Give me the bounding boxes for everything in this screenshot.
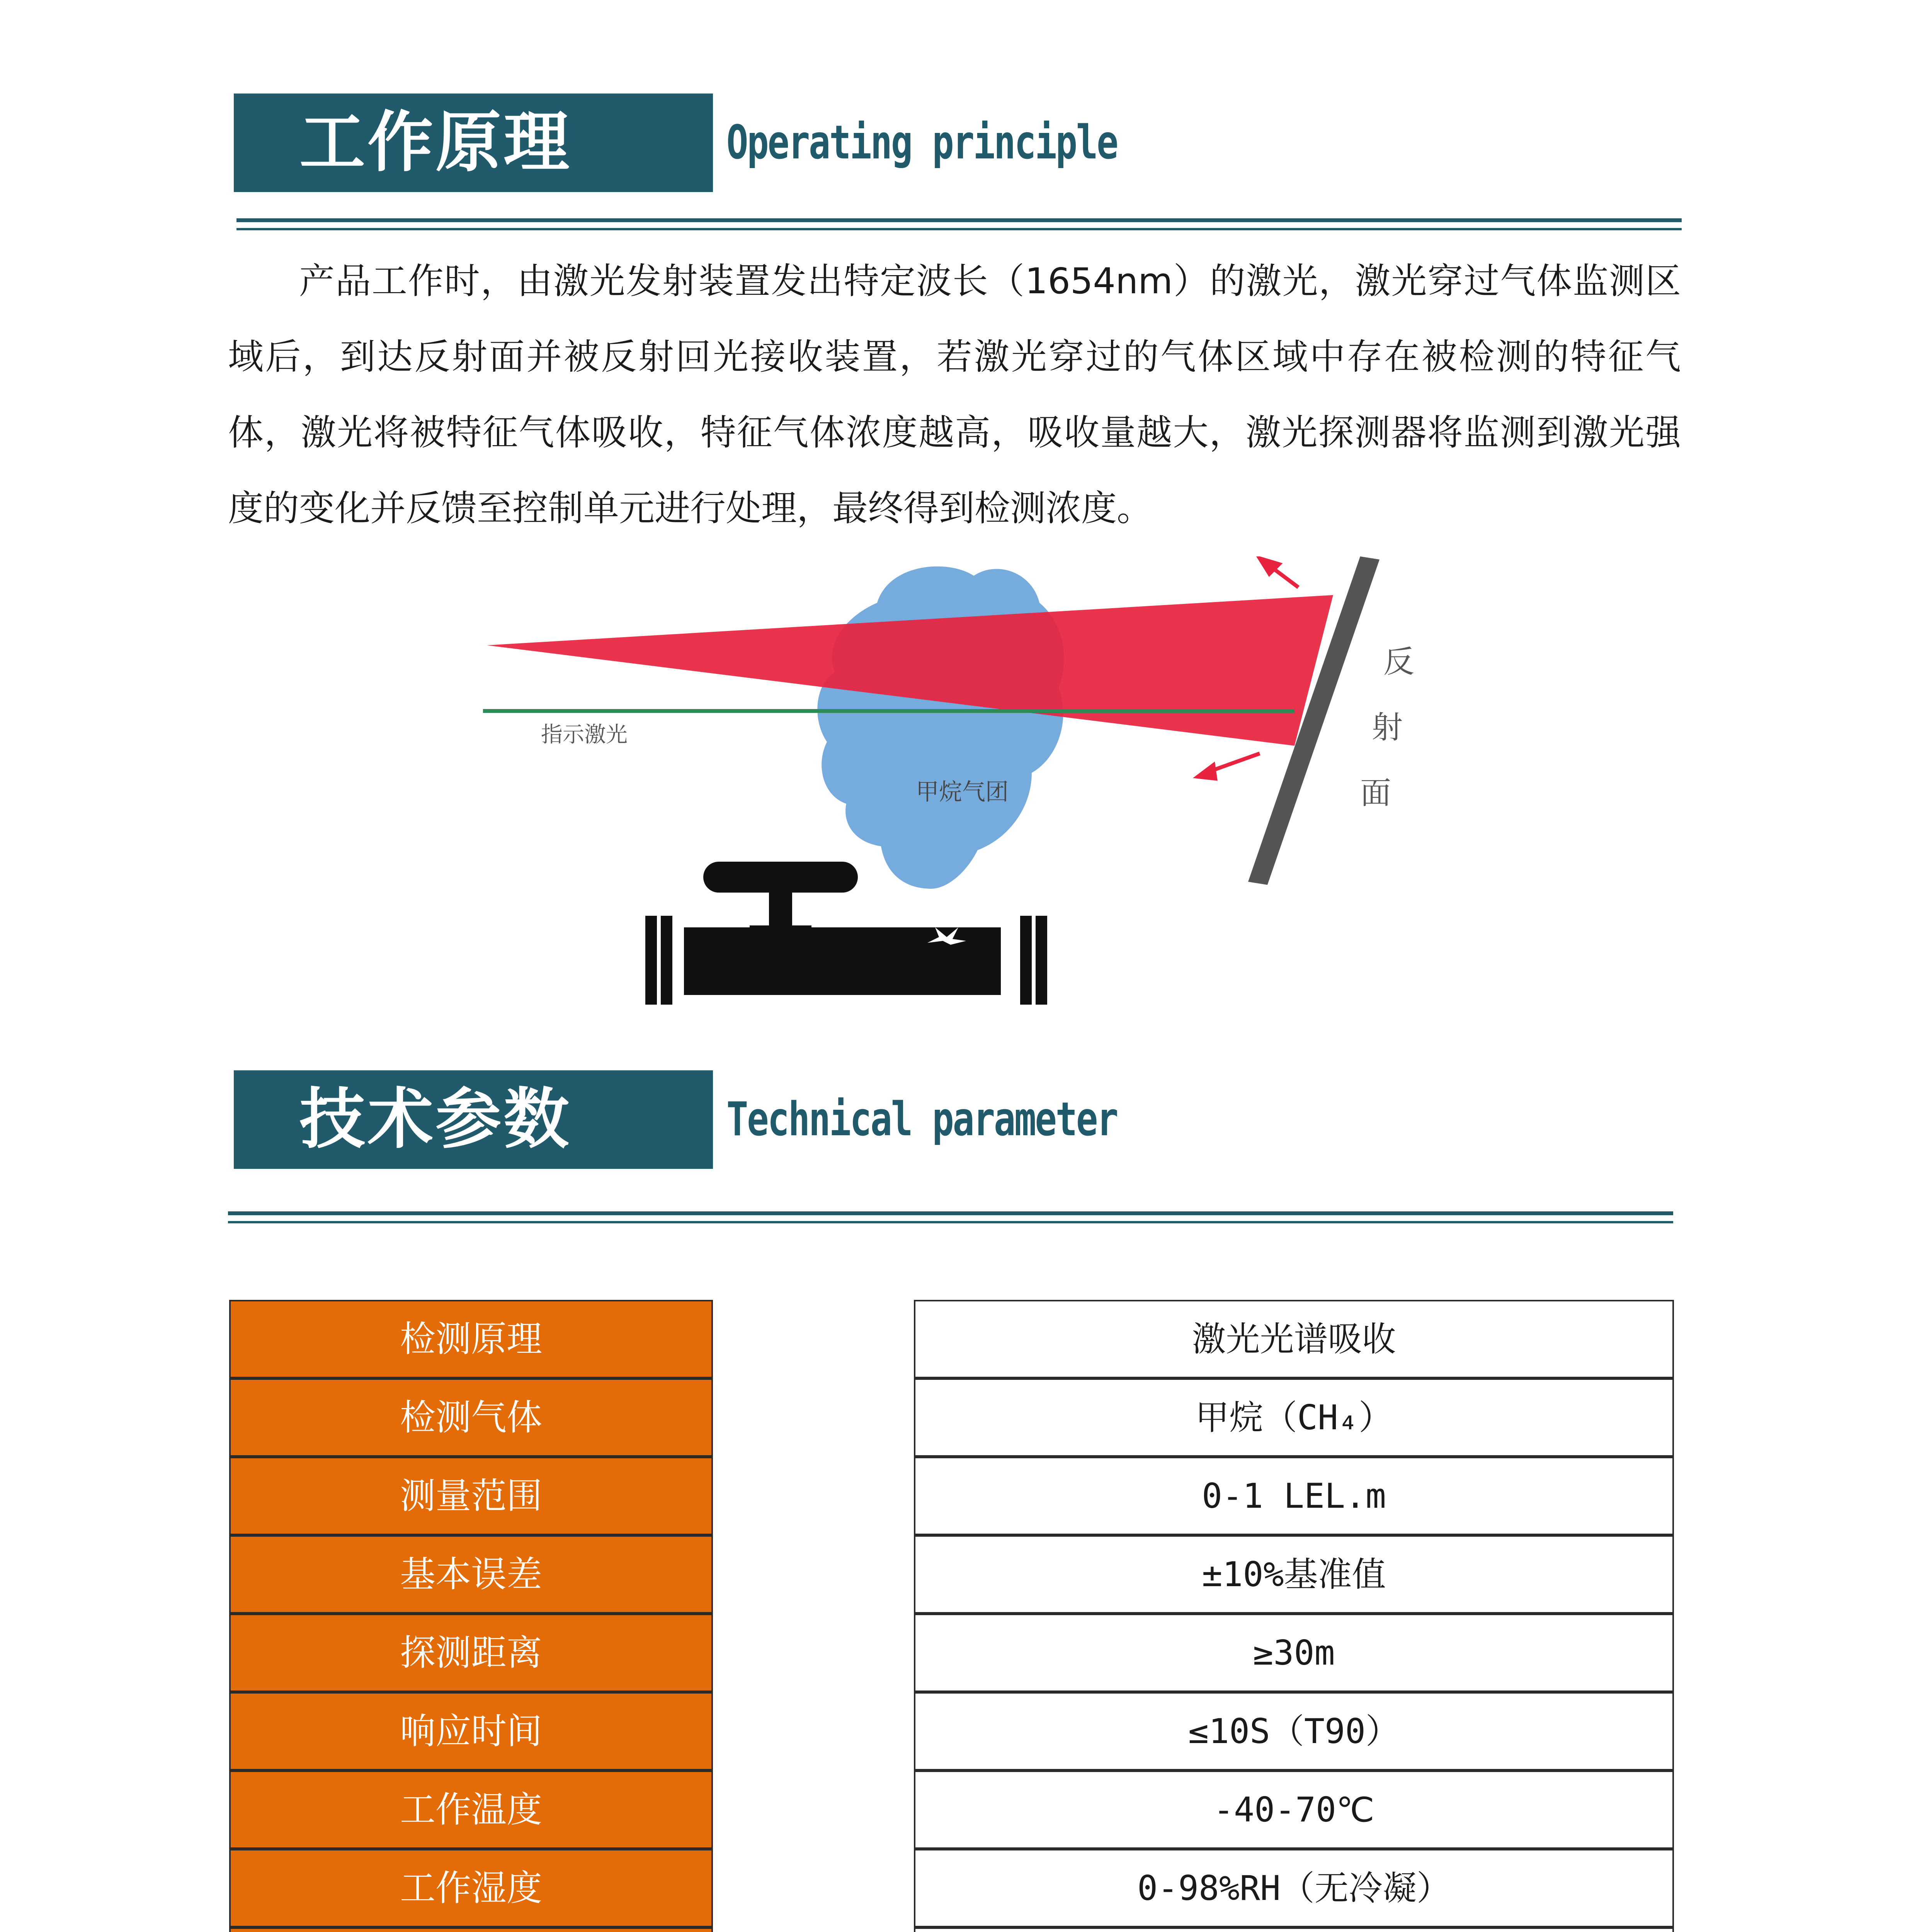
param-value: 甲烷（CH₄） (914, 1378, 1674, 1457)
param-name (229, 1927, 713, 1932)
section-rule-thin (228, 1221, 1673, 1226)
section-header-principle (234, 94, 713, 192)
laser-principle-diagram (483, 556, 1418, 1005)
indicator-laser-label: 指示激光 (541, 722, 628, 747)
reflect-arrow-up (1260, 558, 1298, 587)
param-value: 0-98%RH（无冷凝） (914, 1849, 1674, 1927)
param-name: 探测距离 (229, 1614, 713, 1692)
param-value: ±10%基准值 (914, 1535, 1674, 1614)
principle-paragraph: 产品工作时，由激光发射装置发出特定波长（1654nm）的激光，激光穿过气体监测区域后，到达反射面并被反射回光接收装置，若激光穿过的气体区域中存在被检测的特征气体，激光将被特征气体吸收，特征气体浓度越高，吸收量越大，激光探测器将监测到激光强度的变化并反馈至控制单元进行处理，最终得到检测浓度。 (228, 260, 1681, 529)
param-value: 0-1 LEL.m (914, 1457, 1674, 1535)
param-name: 工作温度 (229, 1770, 713, 1849)
section-title-en: Operating principle (726, 116, 1118, 170)
param-value: ≥30m (914, 1614, 1674, 1692)
param-name: 基本误差 (229, 1535, 713, 1614)
reflector-label-1: 反 (1383, 644, 1414, 680)
pipeline-with-valve (645, 862, 1047, 1005)
reflector-label-3: 面 (1360, 775, 1391, 811)
param-name: 测量范围 (229, 1457, 713, 1535)
section-title-en: Technical parameter (726, 1093, 1118, 1146)
section-title-cn: 技术参数 (299, 1081, 572, 1158)
section-rule (228, 1211, 1673, 1219)
section-rule (236, 218, 1682, 226)
methane-label: 甲烷气团 (916, 779, 1009, 806)
section-header-parameters (234, 1070, 713, 1169)
param-name: 工作湿度 (229, 1849, 713, 1927)
param-name: 检测气体 (229, 1378, 713, 1457)
param-name: 检测原理 (229, 1300, 713, 1378)
param-value (914, 1927, 1674, 1932)
param-value: -40-70℃ (914, 1770, 1674, 1849)
param-name: 响应时间 (229, 1692, 713, 1770)
reflector-label-2: 射 (1372, 709, 1403, 745)
section-rule-thin (236, 228, 1682, 233)
param-value: 激光光谱吸收 (914, 1300, 1674, 1378)
section-title-cn: 工作原理 (299, 104, 572, 181)
param-value: ≤10S（T90） (914, 1692, 1674, 1770)
reflect-arrow-return (1198, 753, 1260, 779)
